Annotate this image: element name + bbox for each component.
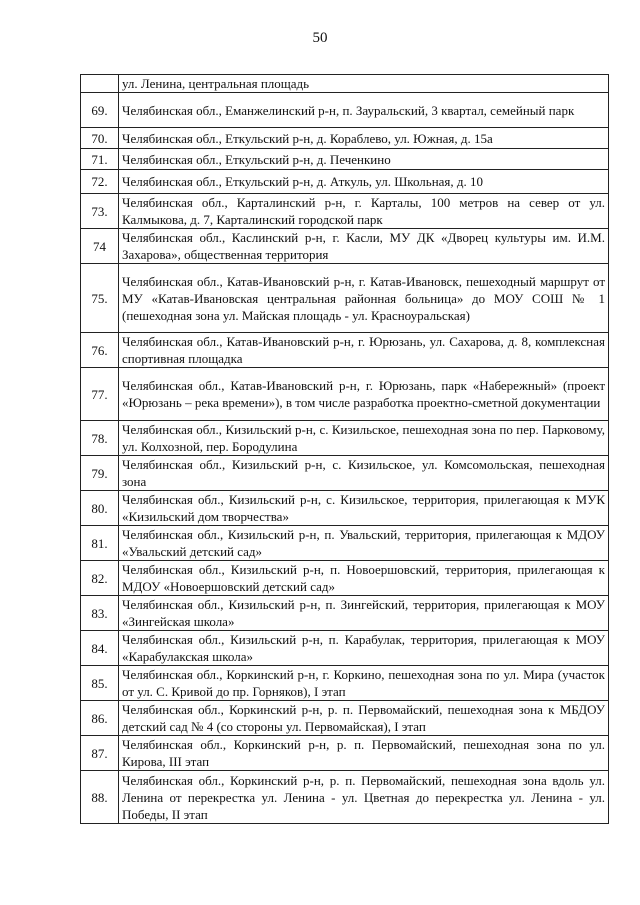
- row-address: Челябинская обл., Коркинский р-н, р. п. Первомайский, пешеходная зона вдоль ул. Ленина от перекрестка ул. Ленина - ул. Цветная до перекрестка ул. Ленина - ул. Победы, II этап: [119, 771, 609, 824]
- table-row: [81, 170, 609, 194]
- table-row: [81, 561, 609, 596]
- table-row: [81, 194, 609, 229]
- row-number: [81, 75, 119, 93]
- row-address: Челябинская обл., Катав-Ивановский р-н, г. Юрюзань, ул. Сахарова, д. 8, комплексная спортивная площадка: [119, 333, 609, 368]
- row-number: 88.: [81, 771, 119, 824]
- row-address: Челябинская обл., Кизильский р-н, п. Увальский, территория, прилегающая к МДОУ «Увальский детский сад»: [119, 526, 609, 561]
- row-address: Челябинская обл., Кизильский р-н, п. Новоершовский, территория, прилегающая к МДОУ «Новоершовский детский сад»: [119, 561, 609, 596]
- table-row: [81, 75, 609, 93]
- row-number: 86.: [81, 701, 119, 736]
- table-row: [81, 771, 609, 824]
- table-row: [81, 456, 609, 491]
- row-number: 80.: [81, 491, 119, 526]
- row-number: 74: [81, 229, 119, 264]
- row-address: Челябинская обл., Коркинский р-н, р. п. Первомайский, пешеходная зона к МБДОУ детский сад № 4 (со стороны ул. Первомайская), I этап: [119, 701, 609, 736]
- table-row: [81, 421, 609, 456]
- table-row: [81, 264, 609, 333]
- table-row: [81, 128, 609, 149]
- row-address: Челябинская обл., Еткульский р-н, д. Печенкино: [119, 149, 609, 170]
- page-number: 50: [312, 30, 328, 46]
- table-row: [81, 149, 609, 170]
- row-number: 84.: [81, 631, 119, 666]
- row-address: Челябинская обл., Кизильский р-н, п. Зингейский, территория, прилегающая к МОУ «Зингейская школа»: [119, 596, 609, 631]
- row-address: Челябинская обл., Кизильский р-н, с. Кизильское, ул. Комсомольская, пешеходная зона: [119, 456, 609, 491]
- row-address: Челябинская обл., Коркинский р-н, г. Коркино, пешеходная зона по ул. Мира (участок от ул. С. Кривой до пр. Горняков), I этап: [119, 666, 609, 701]
- addresses-table-container: [80, 74, 608, 824]
- row-address: Челябинская обл., Еткульский р-н, д. Кораблево, ул. Южная, д. 15а: [119, 128, 609, 149]
- row-number: 71.: [81, 149, 119, 170]
- table-row: [81, 229, 609, 264]
- row-number: 73.: [81, 194, 119, 229]
- table-row: [81, 93, 609, 128]
- table-row: [81, 666, 609, 701]
- table-row: [81, 631, 609, 666]
- table-row: [81, 701, 609, 736]
- row-number: 77.: [81, 368, 119, 421]
- addresses-table: [80, 74, 609, 824]
- row-number: 87.: [81, 736, 119, 771]
- row-number: 69.: [81, 93, 119, 128]
- table-row: [81, 491, 609, 526]
- row-number: 76.: [81, 333, 119, 368]
- row-number: 82.: [81, 561, 119, 596]
- row-number: 78.: [81, 421, 119, 456]
- row-address: Челябинская обл., Кизильский р-н, с. Кизильское, пешеходная зона по пер. Парковому, ул. Колхозной, пер. Бородулина: [119, 421, 609, 456]
- row-address: Челябинская обл., Коркинский р-н, р. п. Первомайский, пешеходная зона по ул. Кирова, III этап: [119, 736, 609, 771]
- row-number: 85.: [81, 666, 119, 701]
- row-number: 81.: [81, 526, 119, 561]
- row-address: Челябинская обл., Кизильский р-н, п. Карабулак, территория, прилегающая к МОУ «Карабулакская школа»: [119, 631, 609, 666]
- row-number: 83.: [81, 596, 119, 631]
- row-address: Челябинская обл., Каслинский р-н, г. Касли, МУ ДК «Дворец культуры им. И.М. Захарова», общественная территория: [119, 229, 609, 264]
- row-address: Челябинская обл., Еткульский р-н, д. Аткуль, ул. Школьная, д. 10: [119, 170, 609, 194]
- row-address: ул. Ленина, центральная площадь: [119, 75, 609, 93]
- row-address: Челябинская обл., Кизильский р-н, с. Кизильское, территория, прилегающая к МУК «Кизильский дом творчества»: [119, 491, 609, 526]
- row-number: 75.: [81, 264, 119, 333]
- table-row: [81, 333, 609, 368]
- row-address: Челябинская обл., Катав-Ивановский р-н, г. Юрюзань, парк «Набережный» (проект «Юрюзань – река времени»), в том числе разработка проектно-сметной документации: [119, 368, 609, 421]
- row-address: Челябинская обл., Карталинский р-н, г. Карталы, 100 метров на север от ул. Калмыкова, д. 7, Карталинский городской парк: [119, 194, 609, 229]
- row-number: 79.: [81, 456, 119, 491]
- table-row: [81, 368, 609, 421]
- table-row: [81, 736, 609, 771]
- table-row: [81, 596, 609, 631]
- row-number: 72.: [81, 170, 119, 194]
- row-address: Челябинская обл., Еманжелинский р-н, п. Зауральский, 3 квартал, семейный парк: [119, 93, 609, 128]
- row-address: Челябинская обл., Катав-Ивановский р-н, г. Катав-Ивановск, пешеходный маршрут от МУ «Катав-Ивановская центральная районная больница» до МОУ СОШ № 1 (пешеходная зона ул. Майская площадь - ул. Красноуральская): [119, 264, 609, 333]
- addresses-table-body: [81, 75, 609, 824]
- row-number: 70.: [81, 128, 119, 149]
- table-row: [81, 526, 609, 561]
